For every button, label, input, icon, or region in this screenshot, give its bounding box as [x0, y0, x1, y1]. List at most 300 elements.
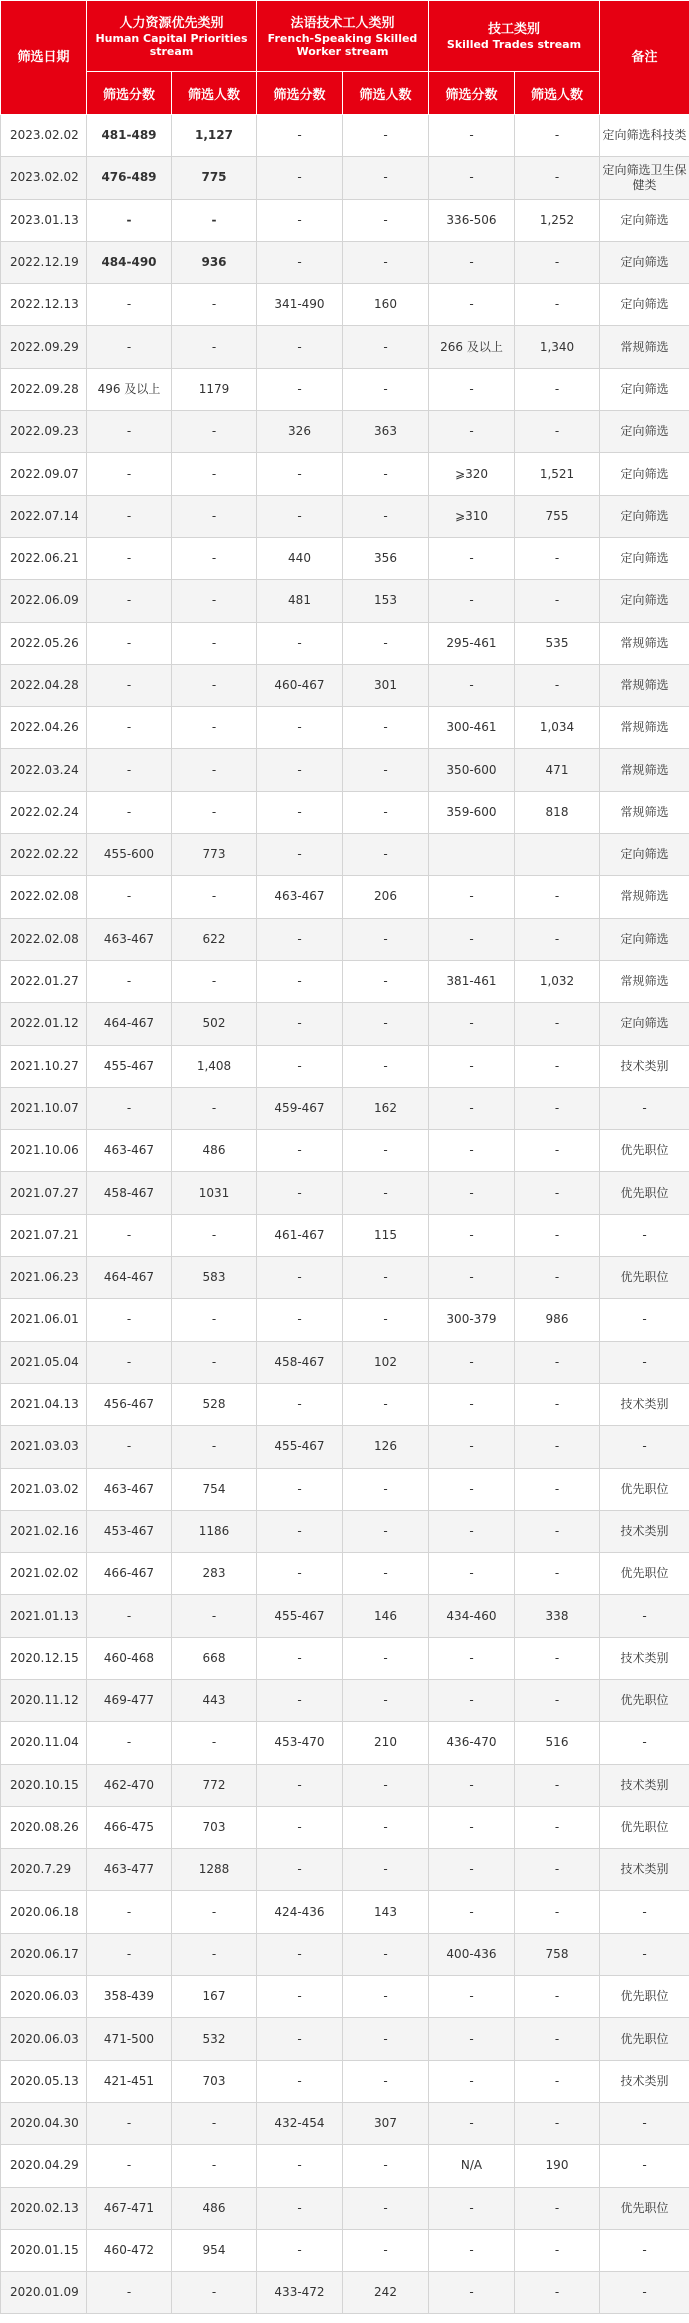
cell-st-count: 535	[515, 622, 600, 664]
cell-st-count: 471	[515, 749, 600, 791]
cell-st-score: -	[429, 1045, 515, 1087]
cell-hcp-count: -	[172, 1933, 257, 1975]
cell-fssw-count: 162	[343, 1087, 429, 1129]
cell-hcp-count: -	[172, 2145, 257, 2187]
cell-fssw-score: 481	[257, 580, 343, 622]
cell-date: 2021.10.07	[1, 1087, 87, 1129]
cell-fssw-score: -	[257, 1383, 343, 1425]
cell-hcp-count: -	[172, 707, 257, 749]
cell-hcp-count: -	[172, 537, 257, 579]
cell-st-count: -	[515, 1172, 600, 1214]
cell-hcp-count: -	[172, 495, 257, 537]
cell-st-count: 758	[515, 1933, 600, 1975]
cell-date: 2020.06.18	[1, 1891, 87, 1933]
cell-date: 2021.04.13	[1, 1383, 87, 1425]
cell-fssw-count: -	[343, 1553, 429, 1595]
cell-st-score: -	[429, 115, 515, 157]
cell-hcp-score: 453-467	[87, 1510, 172, 1552]
table-row	[1, 2018, 689, 2060]
cell-note: 定向筛选	[600, 580, 689, 622]
table-row	[1, 368, 689, 410]
cell-st-count: 516	[515, 1722, 600, 1764]
cell-st-count: -	[515, 2229, 600, 2271]
cell-st-score: -	[429, 1426, 515, 1468]
cell-st-score: -	[429, 1891, 515, 1933]
cell-fssw-score: -	[257, 2229, 343, 2271]
table-header	[1, 1, 689, 115]
cell-note: 技术类别	[600, 1764, 689, 1806]
cell-date: 2022.09.23	[1, 411, 87, 453]
cell-st-count: -	[515, 157, 600, 199]
cell-fssw-score: -	[257, 1172, 343, 1214]
cell-st-score: -	[429, 1553, 515, 1595]
cell-st-count: -	[515, 1045, 600, 1087]
table-row	[1, 1891, 689, 1933]
table-row	[1, 199, 689, 241]
cell-hcp-score: -	[87, 1891, 172, 1933]
cell-st-score: -	[429, 1003, 515, 1045]
cell-hcp-score: -	[87, 580, 172, 622]
cell-fssw-count: -	[343, 1045, 429, 1087]
cell-fssw-count: -	[343, 1849, 429, 1891]
cell-fssw-count: -	[343, 707, 429, 749]
cell-fssw-count: -	[343, 1933, 429, 1975]
cell-note: -	[600, 1299, 689, 1341]
cell-note: 常规筛选	[600, 791, 689, 833]
table-row	[1, 1806, 689, 1848]
table-row	[1, 1341, 689, 1383]
cell-st-score: -	[429, 580, 515, 622]
cell-fssw-count: -	[343, 1976, 429, 2018]
cell-st-count: -	[515, 2272, 600, 2314]
cell-fssw-score: -	[257, 2145, 343, 2187]
cell-hcp-count: 502	[172, 1003, 257, 1045]
cell-hcp-count: 954	[172, 2229, 257, 2271]
cell-note: 常规筛选	[600, 622, 689, 664]
cell-fssw-count: -	[343, 453, 429, 495]
cell-st-count: -	[515, 2102, 600, 2144]
cell-st-score	[429, 834, 515, 876]
cell-hcp-score: -	[87, 791, 172, 833]
cell-note: -	[600, 1595, 689, 1637]
cell-fssw-score: 432-454	[257, 2102, 343, 2144]
table-row	[1, 284, 689, 326]
cell-hcp-score: 460-468	[87, 1637, 172, 1679]
header-st-zh: 技工类别	[487, 22, 540, 37]
cell-hcp-count: -	[172, 749, 257, 791]
cell-date: 2023.01.13	[1, 199, 87, 241]
cell-fssw-count: 115	[343, 1214, 429, 1256]
cell-st-count: -	[515, 1764, 600, 1806]
cell-date: 2021.06.01	[1, 1299, 87, 1341]
cell-hcp-count: 528	[172, 1383, 257, 1425]
cell-st-count: -	[515, 918, 600, 960]
cell-fssw-count: -	[343, 834, 429, 876]
cell-st-count: -	[515, 876, 600, 918]
cell-date: 2021.05.04	[1, 1341, 87, 1383]
cell-date: 2022.09.28	[1, 368, 87, 410]
cell-hcp-score: 460-472	[87, 2229, 172, 2271]
cell-note: 技术类别	[600, 1045, 689, 1087]
cell-st-count: -	[515, 2187, 600, 2229]
cell-hcp-score: 463-467	[87, 918, 172, 960]
cell-note: -	[600, 2229, 689, 2271]
cell-st-count: -	[515, 1976, 600, 2018]
cell-fssw-count: 307	[343, 2102, 429, 2144]
header-hcp-count: 筛选人数	[172, 72, 257, 115]
cell-hcp-count: 167	[172, 1976, 257, 2018]
cell-fssw-count: -	[343, 368, 429, 410]
cell-st-score: -	[429, 918, 515, 960]
cell-fssw-score: -	[257, 1637, 343, 1679]
cell-fssw-score: -	[257, 326, 343, 368]
cell-fssw-score: -	[257, 1849, 343, 1891]
cell-hcp-count: 1,127	[172, 115, 257, 157]
table-row	[1, 1087, 689, 1129]
cell-date: 2022.07.14	[1, 495, 87, 537]
cell-hcp-score: -	[87, 537, 172, 579]
table-row	[1, 2102, 689, 2144]
cell-note: 常规筛选	[600, 960, 689, 1002]
cell-st-count: -	[515, 2060, 600, 2102]
cell-hcp-score: -	[87, 284, 172, 326]
cell-hcp-score: 463-467	[87, 1130, 172, 1172]
cell-st-score: -	[429, 1383, 515, 1425]
cell-date: 2022.06.21	[1, 537, 87, 579]
cell-note: 定向筛选	[600, 284, 689, 326]
cell-st-score: -	[429, 1214, 515, 1256]
cell-st-count: 755	[515, 495, 600, 537]
cell-fssw-score: 424-436	[257, 1891, 343, 1933]
cell-fssw-score: -	[257, 749, 343, 791]
cell-date: 2023.02.02	[1, 115, 87, 157]
header-note: 备注	[600, 1, 689, 115]
cell-hcp-count: -	[172, 284, 257, 326]
cell-hcp-count: -	[172, 326, 257, 368]
cell-fssw-score: -	[257, 707, 343, 749]
cell-st-score: 295-461	[429, 622, 515, 664]
cell-hcp-score: 456-467	[87, 1383, 172, 1425]
header-fssw-score: 筛选分数	[257, 72, 343, 115]
cell-hcp-score: 467-471	[87, 2187, 172, 2229]
cell-hcp-count: -	[172, 2272, 257, 2314]
cell-fssw-score: -	[257, 495, 343, 537]
cell-hcp-count: -	[172, 2102, 257, 2144]
table-row	[1, 1764, 689, 1806]
table-row	[1, 1426, 689, 1468]
table-row	[1, 1933, 689, 1975]
cell-st-count: 1,032	[515, 960, 600, 1002]
cell-note: 定向筛选	[600, 495, 689, 537]
table-row	[1, 326, 689, 368]
cell-st-score: -	[429, 1849, 515, 1891]
cell-st-score: 336-506	[429, 199, 515, 241]
cell-note: 优先职位	[600, 1679, 689, 1721]
cell-date: 2020.01.09	[1, 2272, 87, 2314]
cell-fssw-score: -	[257, 1130, 343, 1172]
cell-fssw-score: -	[257, 918, 343, 960]
cell-fssw-count: -	[343, 157, 429, 199]
table-row	[1, 918, 689, 960]
cell-fssw-count: -	[343, 918, 429, 960]
cell-st-score: -	[429, 1341, 515, 1383]
header-hcp-stream	[87, 1, 257, 72]
cell-fssw-score: -	[257, 1510, 343, 1552]
cell-fssw-score: -	[257, 1933, 343, 1975]
cell-fssw-score: 341-490	[257, 284, 343, 326]
cell-note: 定向筛选	[600, 1003, 689, 1045]
cell-hcp-count: -	[172, 1087, 257, 1129]
cell-date: 2022.02.08	[1, 876, 87, 918]
cell-st-score: -	[429, 2229, 515, 2271]
cell-fssw-score: 458-467	[257, 1341, 343, 1383]
cell-st-score: -	[429, 2187, 515, 2229]
cell-date: 2021.06.23	[1, 1257, 87, 1299]
cell-fssw-score: -	[257, 115, 343, 157]
cell-fssw-score: 460-467	[257, 664, 343, 706]
cell-hcp-score: 476-489	[87, 157, 172, 199]
cell-hcp-score: 466-467	[87, 1553, 172, 1595]
cell-fssw-count: 210	[343, 1722, 429, 1764]
cell-hcp-count: 703	[172, 1806, 257, 1848]
cell-hcp-count: -	[172, 199, 257, 241]
cell-st-count: -	[515, 411, 600, 453]
cell-fssw-count: 146	[343, 1595, 429, 1637]
cell-fssw-score: -	[257, 1976, 343, 2018]
cell-fssw-score: 440	[257, 537, 343, 579]
table-row	[1, 1299, 689, 1341]
cell-fssw-count: -	[343, 1383, 429, 1425]
cell-hcp-score: -	[87, 199, 172, 241]
cell-st-count: -	[515, 1637, 600, 1679]
table-row	[1, 622, 689, 664]
cell-fssw-score: -	[257, 1257, 343, 1299]
cell-st-count: -	[515, 580, 600, 622]
cell-st-count: -	[515, 1553, 600, 1595]
cell-hcp-count: -	[172, 1595, 257, 1637]
cell-date: 2020.06.17	[1, 1933, 87, 1975]
cell-st-score: 300-461	[429, 707, 515, 749]
cell-fssw-count: 143	[343, 1891, 429, 1933]
cell-fssw-count: -	[343, 1003, 429, 1045]
cell-note: 优先职位	[600, 2187, 689, 2229]
table-row	[1, 115, 689, 157]
cell-st-count: 190	[515, 2145, 600, 2187]
cell-st-count	[515, 834, 600, 876]
cell-hcp-score: 466-475	[87, 1806, 172, 1848]
cell-note: 技术类别	[600, 1510, 689, 1552]
cell-fssw-score: -	[257, 1764, 343, 1806]
cell-st-score: -	[429, 1679, 515, 1721]
cell-st-count: 338	[515, 1595, 600, 1637]
cell-note: 定向筛选卫生保健类	[600, 157, 689, 199]
cell-fssw-count: -	[343, 241, 429, 283]
cell-fssw-score: -	[257, 1806, 343, 1848]
cell-date: 2022.02.22	[1, 834, 87, 876]
cell-fssw-score: 455-467	[257, 1426, 343, 1468]
cell-hcp-count: 622	[172, 918, 257, 960]
cell-fssw-count: -	[343, 960, 429, 1002]
cell-st-count: -	[515, 1130, 600, 1172]
cell-fssw-score: -	[257, 1003, 343, 1045]
cell-note: -	[600, 1891, 689, 1933]
table-row	[1, 495, 689, 537]
table-row	[1, 1976, 689, 2018]
table-row	[1, 1468, 689, 1510]
cell-hcp-score: 481-489	[87, 115, 172, 157]
cell-note: 常规筛选	[600, 664, 689, 706]
cell-st-score: -	[429, 1130, 515, 1172]
cell-hcp-score: -	[87, 664, 172, 706]
cell-fssw-score: 461-467	[257, 1214, 343, 1256]
cell-hcp-count: -	[172, 1214, 257, 1256]
cell-st-count: 986	[515, 1299, 600, 1341]
cell-note: 优先职位	[600, 1468, 689, 1510]
cell-note: -	[600, 2145, 689, 2187]
cell-fssw-score: 455-467	[257, 1595, 343, 1637]
table-row	[1, 1553, 689, 1595]
cell-hcp-count: -	[172, 791, 257, 833]
table-row	[1, 1849, 689, 1891]
table-row	[1, 1595, 689, 1637]
header-st-stream	[429, 1, 600, 72]
cell-hcp-score: -	[87, 2102, 172, 2144]
cell-hcp-score: -	[87, 2272, 172, 2314]
header-hcp-score: 筛选分数	[87, 72, 172, 115]
cell-hcp-count: 283	[172, 1553, 257, 1595]
table-row	[1, 1172, 689, 1214]
cell-date: 2022.12.19	[1, 241, 87, 283]
cell-note: 定向筛选	[600, 834, 689, 876]
cell-st-count: -	[515, 1510, 600, 1552]
cell-note: 优先职位	[600, 1257, 689, 1299]
cell-fssw-score: 326	[257, 411, 343, 453]
cell-date: 2020.08.26	[1, 1806, 87, 1848]
cell-hcp-score: -	[87, 1341, 172, 1383]
cell-fssw-score: -	[257, 368, 343, 410]
cell-note: 技术类别	[600, 1849, 689, 1891]
cell-date: 2022.09.07	[1, 453, 87, 495]
cell-hcp-score: 463-477	[87, 1849, 172, 1891]
cell-hcp-score: 455-600	[87, 834, 172, 876]
cell-hcp-score: 458-467	[87, 1172, 172, 1214]
cell-fssw-score: -	[257, 241, 343, 283]
cell-date: 2022.06.09	[1, 580, 87, 622]
cell-date: 2021.10.27	[1, 1045, 87, 1087]
cell-hcp-count: -	[172, 1426, 257, 1468]
cell-st-score: 400-436	[429, 1933, 515, 1975]
cell-st-count: 1,521	[515, 453, 600, 495]
cell-fssw-score: -	[257, 157, 343, 199]
cell-hcp-score: -	[87, 1595, 172, 1637]
cell-fssw-score: -	[257, 453, 343, 495]
cell-note: 优先职位	[600, 1130, 689, 1172]
cell-note: -	[600, 1341, 689, 1383]
table-row	[1, 664, 689, 706]
cell-fssw-count: -	[343, 1806, 429, 1848]
cell-st-score: -	[429, 1257, 515, 1299]
cell-st-count: 1,252	[515, 199, 600, 241]
cell-note: 优先职位	[600, 1553, 689, 1595]
cell-fssw-score: -	[257, 1679, 343, 1721]
cell-fssw-count: -	[343, 2187, 429, 2229]
cell-date: 2022.09.29	[1, 326, 87, 368]
cell-fssw-count: -	[343, 1637, 429, 1679]
cell-st-score: 381-461	[429, 960, 515, 1002]
cell-st-score: -	[429, 241, 515, 283]
cell-hcp-score: -	[87, 1426, 172, 1468]
cell-st-score: -	[429, 1637, 515, 1679]
cell-hcp-score: -	[87, 960, 172, 1002]
cell-date: 2020.06.03	[1, 1976, 87, 2018]
cell-date: 2021.07.27	[1, 1172, 87, 1214]
cell-st-score: N/A	[429, 2145, 515, 2187]
cell-st-count: -	[515, 1341, 600, 1383]
table-row	[1, 157, 689, 199]
table-row	[1, 960, 689, 1002]
cell-date: 2020.02.13	[1, 2187, 87, 2229]
cell-fssw-score: -	[257, 791, 343, 833]
cell-fssw-count: -	[343, 1468, 429, 1510]
cell-hcp-count: 668	[172, 1637, 257, 1679]
table-row	[1, 707, 689, 749]
cell-hcp-count: 486	[172, 2187, 257, 2229]
cell-fssw-count: -	[343, 791, 429, 833]
cell-st-count: -	[515, 1468, 600, 1510]
cell-note: 优先职位	[600, 2018, 689, 2060]
cell-st-score: -	[429, 411, 515, 453]
cell-note: 定向筛选	[600, 453, 689, 495]
cell-date: 2020.11.12	[1, 1679, 87, 1721]
table-row	[1, 1722, 689, 1764]
cell-hcp-score: 463-467	[87, 1468, 172, 1510]
cell-fssw-count: -	[343, 2060, 429, 2102]
cell-fssw-score: -	[257, 199, 343, 241]
cell-st-score: -	[429, 1468, 515, 1510]
cell-fssw-count: -	[343, 495, 429, 537]
cell-hcp-count: -	[172, 876, 257, 918]
cell-hcp-count: -	[172, 622, 257, 664]
table-row	[1, 1510, 689, 1552]
header-st-en: Skilled Trades stream	[446, 38, 582, 51]
table-row	[1, 241, 689, 283]
cell-fssw-count: -	[343, 2145, 429, 2187]
cell-note: 常规筛选	[600, 326, 689, 368]
table-row	[1, 411, 689, 453]
cell-hcp-count: -	[172, 411, 257, 453]
cell-hcp-count: -	[172, 960, 257, 1002]
cell-hcp-count: 1288	[172, 1849, 257, 1891]
table-row	[1, 1045, 689, 1087]
cell-st-count: -	[515, 1849, 600, 1891]
cell-st-count: -	[515, 1257, 600, 1299]
cell-hcp-count: 1031	[172, 1172, 257, 1214]
table-row	[1, 1679, 689, 1721]
cell-st-score: -	[429, 1172, 515, 1214]
table-row	[1, 453, 689, 495]
cell-hcp-count: 703	[172, 2060, 257, 2102]
cell-st-count: -	[515, 115, 600, 157]
table-row	[1, 2272, 689, 2314]
cell-st-score: 266 及以上	[429, 326, 515, 368]
cell-hcp-score: -	[87, 326, 172, 368]
cell-note: -	[600, 1722, 689, 1764]
cell-hcp-count: 583	[172, 1257, 257, 1299]
table-row	[1, 2060, 689, 2102]
cell-st-score: -	[429, 1764, 515, 1806]
cell-note: -	[600, 1426, 689, 1468]
table-row	[1, 2229, 689, 2271]
